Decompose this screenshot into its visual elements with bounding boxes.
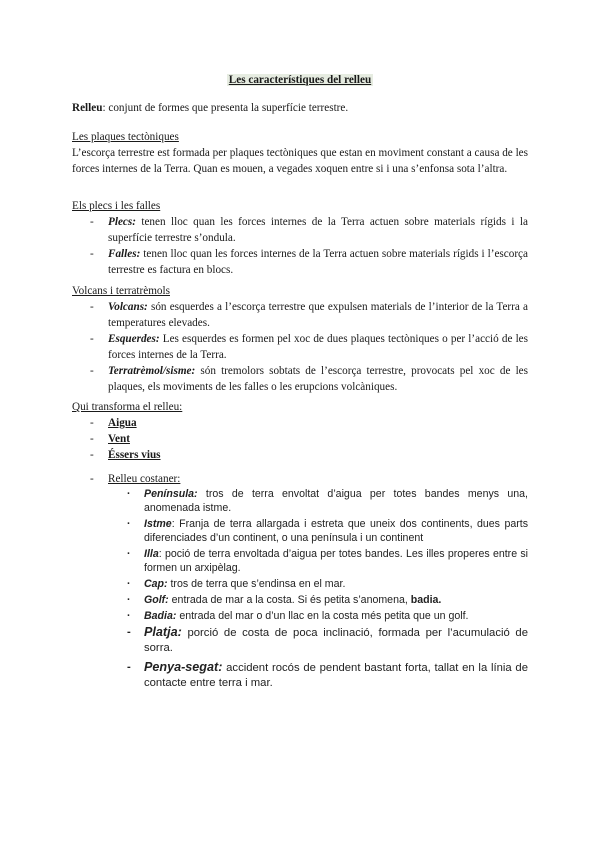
desc-golf: entrada de mar a la costa. Si és petita s’anomena, <box>168 594 411 606</box>
list-volcans <box>72 299 528 395</box>
list-item-peninsula <box>72 487 528 515</box>
agent-vent: Vent <box>108 433 130 445</box>
desc-esquerdes: Les esquerdes es formen pel xoc de dues plaques tectòniques o per l’acció de les forces internes de la Terra. <box>108 333 528 361</box>
desc-badia: entrada del mar o d’un llac en la costa més petita que un golf. <box>176 610 469 622</box>
term-falles: Falles: <box>108 248 141 260</box>
desc-plecs: tenen lloc quan les forces internes de la Terra actuen sobre materials rígids i la superfície terrestre s’ondula. <box>108 216 528 244</box>
term-terratremol: Terratrèmol/sisme: <box>108 365 196 377</box>
definition-text: : conjunt de formes que presenta la superfície terrestre. <box>102 102 349 114</box>
list-item-agent <box>72 447 528 463</box>
list-item-agent <box>72 415 528 431</box>
term-volcans: Volcans: <box>108 301 148 313</box>
definition-paragraph <box>72 100 528 116</box>
definition-term: Relleu <box>72 102 103 114</box>
list-item-falles <box>72 246 528 278</box>
desc-platja: porció de costa de poca inclinació, formada per l’acumulació de sorra. <box>144 627 528 654</box>
section-heading-plaques: Les plaques tectòniques <box>72 131 179 143</box>
term-penya-segat: Penya-segat: <box>144 660 223 674</box>
paragraph-plaques: L’escorça terrestre est formada per plaques tectòniques que estan en moviment constant a causa de les forces internes de la Terra. Quan es mouen, a vegades xoquen entre si i una s’enfonsa sota l’altra. <box>72 147 528 175</box>
list-item-agent <box>72 431 528 447</box>
term-platja: Platja: <box>144 625 182 639</box>
term-plecs: Plecs: <box>108 216 136 228</box>
desc-volcans: són esquerdes a l’escorça terrestre que expulsen materials de l’interior de la Terra a temperatures elevades. <box>108 301 528 329</box>
list-item-illa <box>72 547 528 575</box>
section-heading-volcans: Volcans i terratrèmols <box>72 285 170 297</box>
document-title <box>0 72 600 88</box>
term-esquerdes: Esquerdes: <box>108 333 160 345</box>
list-item-costaner <box>72 471 528 487</box>
list-item-terratremol <box>72 363 528 395</box>
desc-peninsula: tros de terra envoltat d’aigua per totes bandes menys una, anomenada istme. <box>144 488 528 514</box>
section-plaques <box>72 129 528 177</box>
desc-cap: tros de terra que s’endinsa en el mar. <box>167 578 346 590</box>
list-costaner-heading <box>72 471 528 487</box>
desc-falles: tenen lloc quan les forces internes de la Terra actuen sobre materials rígids i l’escorça terrestre es factura en blocs. <box>108 248 528 276</box>
list-item-golf <box>72 593 528 607</box>
agent-essers-vius: Éssers vius <box>108 449 161 461</box>
desc-istme: : Franja de terra allargada i estreta que uneix dos continents, dues parts diferenciades d’un continent, o una península i un continent <box>144 518 528 544</box>
term-golf: Golf: <box>144 594 169 606</box>
term-istme: Istme <box>144 518 172 530</box>
section-costaner <box>72 471 528 691</box>
term-peninsula: Península: <box>144 488 198 500</box>
desc-golf-badia: badia. <box>410 594 442 606</box>
term-badia: Badia: <box>144 610 177 622</box>
section-plecs <box>72 198 528 278</box>
list-costaner <box>72 487 528 691</box>
document-title-text: Les característiques del relleu <box>228 74 372 86</box>
section-transforma <box>72 399 528 463</box>
list-item-platja <box>72 625 528 656</box>
section-heading-transforma: Qui transforma el relleu: <box>72 401 183 413</box>
list-item-esquerdes <box>72 331 528 363</box>
section-heading-costaner: Relleu costaner: <box>108 473 181 485</box>
list-item-badia <box>72 609 528 623</box>
list-item-cap <box>72 577 528 591</box>
agent-aigua: Aigua <box>108 417 137 429</box>
section-volcans <box>72 283 528 395</box>
list-item-istme <box>72 517 528 545</box>
desc-penya-segat: accident rocós de pendent bastant forta, tallat en la línia de contacte entre terra i mar. <box>144 662 528 689</box>
list-plecs <box>72 214 528 278</box>
desc-terratremol: són tremolors sobtats de l’escorça terrestre, provocats pel xoc de les plaques, els moviments de les falles o les erupcions volcàniques. <box>108 365 528 393</box>
desc-illa: : poció de terra envoltada d’aigua per totes bandes. Les illes properes entre si formen un arxipèlag. <box>144 548 528 574</box>
term-cap: Cap: <box>144 578 168 590</box>
term-illa: Illa <box>144 548 159 560</box>
list-item-plecs <box>72 214 528 246</box>
list-item-penya-segat <box>72 660 528 691</box>
section-heading-plecs: Els plecs i les falles <box>72 200 161 212</box>
list-item-volcans <box>72 299 528 331</box>
list-agents <box>72 415 528 463</box>
